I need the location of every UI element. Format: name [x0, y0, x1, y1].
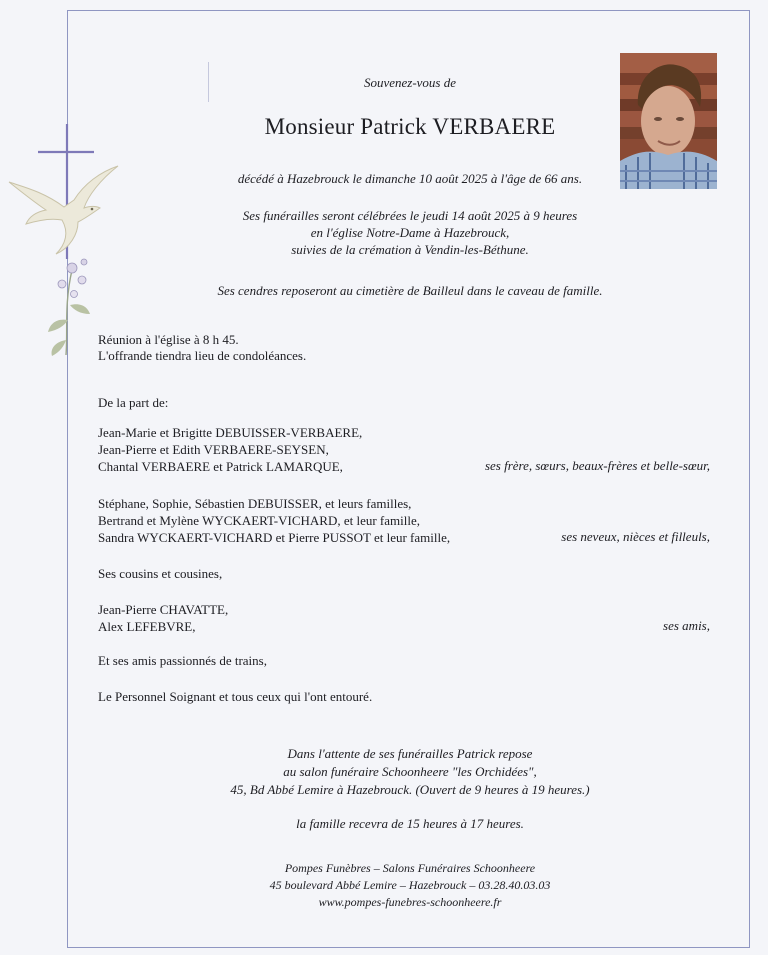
souvenez-text: Souvenez-vous de [363, 75, 457, 90]
family-name: Jean-Pierre et Edith VERBAERE-SEYSEN, [98, 442, 329, 457]
friend-name: Alex LEFEBVRE, [98, 619, 196, 634]
personnel-text: Le Personnel Soignant et tous ceux qui l'ont entouré. [98, 689, 373, 704]
offrande-text: L'offrande tiendra lieu de condoléances. [98, 348, 307, 363]
deceased-name: Monsieur Patrick VERBAERE [264, 114, 556, 139]
relation-label: ses frère, sœurs, beaux-frères et belle-sœur, [484, 458, 710, 473]
repose-line-3: 45, Bd Abbé Lemire à Hazebrouck. (Ouvert de 9 heures à 19 heures.) [230, 782, 590, 797]
funeral-line-3: suivies de la crémation à Vendin-les-Béthune. [291, 242, 529, 257]
family-name: Stéphane, Sophie, Sébastien DEBUISSER, et leurs familles, [98, 496, 412, 511]
family-name: Chantal VERBAERE et Patrick LAMARQUE, [98, 459, 343, 474]
repose-line-2: au salon funéraire Schoonheere "les Orchidées", [283, 764, 537, 779]
relation-label: ses neveux, nièces et filleuls, [561, 529, 710, 544]
flower-icon [44, 250, 104, 360]
cousins-text: Ses cousins et cousines, [98, 566, 223, 581]
part-intro: De la part de: [98, 395, 169, 410]
footer-website: www.pompes-funebres-schoonheere.fr [318, 895, 502, 909]
repose-line-1: Dans l'attente de ses funérailles Patrick repose [287, 746, 533, 761]
relation-label: ses amis, [663, 618, 710, 633]
family-name: Bertrand et Mylène WYCKAERT-VICHARD, et leur famille, [98, 513, 420, 528]
ashes-text: Ses cendres reposeront au cimetière de Bailleul dans le caveau de famille. [217, 283, 603, 298]
footer-company: Pompes Funèbres – Salons Funéraires Schoonheere [284, 861, 536, 875]
friend-name: Jean-Pierre CHAVATTE, [98, 602, 229, 617]
funeral-line-2: en l'église Notre-Dame à Hazebrouck, [310, 225, 510, 240]
family-name: Jean-Marie et Brigitte DEBUISSER-VERBAERE, [98, 425, 363, 440]
death-notice: décédé à Hazebrouck le dimanche 10 août 2025 à l'âge de 66 ans. [237, 171, 583, 186]
family-name: Sandra WYCKAERT-VICHARD et Pierre PUSSOT et leur famille, [98, 530, 451, 545]
funeral-line-1: Ses funérailles seront célébrées le jeudi 14 août 2025 à 9 heures [242, 208, 578, 223]
trains-text: Et ses amis passionnés de trains, [98, 653, 267, 668]
footer-address: 45 boulevard Abbé Lemire – Hazebrouck – 03.28.40.03.03 [269, 878, 551, 892]
reunion-text: Réunion à l'église à 8 h 45. [98, 332, 239, 347]
family-reception: la famille recevra de 15 heures à 17 heures. [296, 816, 524, 831]
